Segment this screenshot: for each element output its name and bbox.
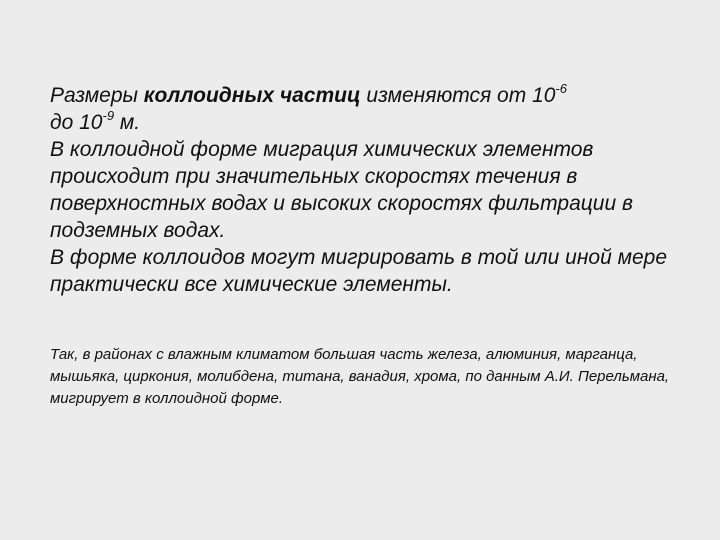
main-text-block (50, 82, 690, 298)
colloid-particles-term: коллоидных частиц (143, 84, 361, 107)
colloid-size-paragraph (50, 82, 690, 136)
note-block (50, 344, 690, 410)
size-prefix: Размеры (50, 84, 144, 107)
size-middle: изменяются от 10 (360, 84, 556, 107)
exponent-upper: -6 (555, 81, 567, 96)
size-line2-end: м. (114, 111, 141, 134)
note-paragraph: Так, в районах с влажным климатом большая часть железа, алюминия, марганца, мышьяка, циркония, молибдена, титана, ванадия, хрома, по данным А.И. Перельмана, мигрирует в коллоидной форме. (50, 346, 670, 407)
exponent-lower: -9 (102, 108, 115, 123)
migration-paragraph: В коллоидной форме миграция химических элементов происходит при значительных скоростях течения в поверхностных водах и высоких скоростях фильтрации в подземных водах. (50, 138, 633, 242)
elements-paragraph: В форме коллоидов могут мигрировать в той или иной мере практически все химические элементы. (50, 246, 668, 296)
size-line2-start: до 10 (50, 111, 103, 134)
